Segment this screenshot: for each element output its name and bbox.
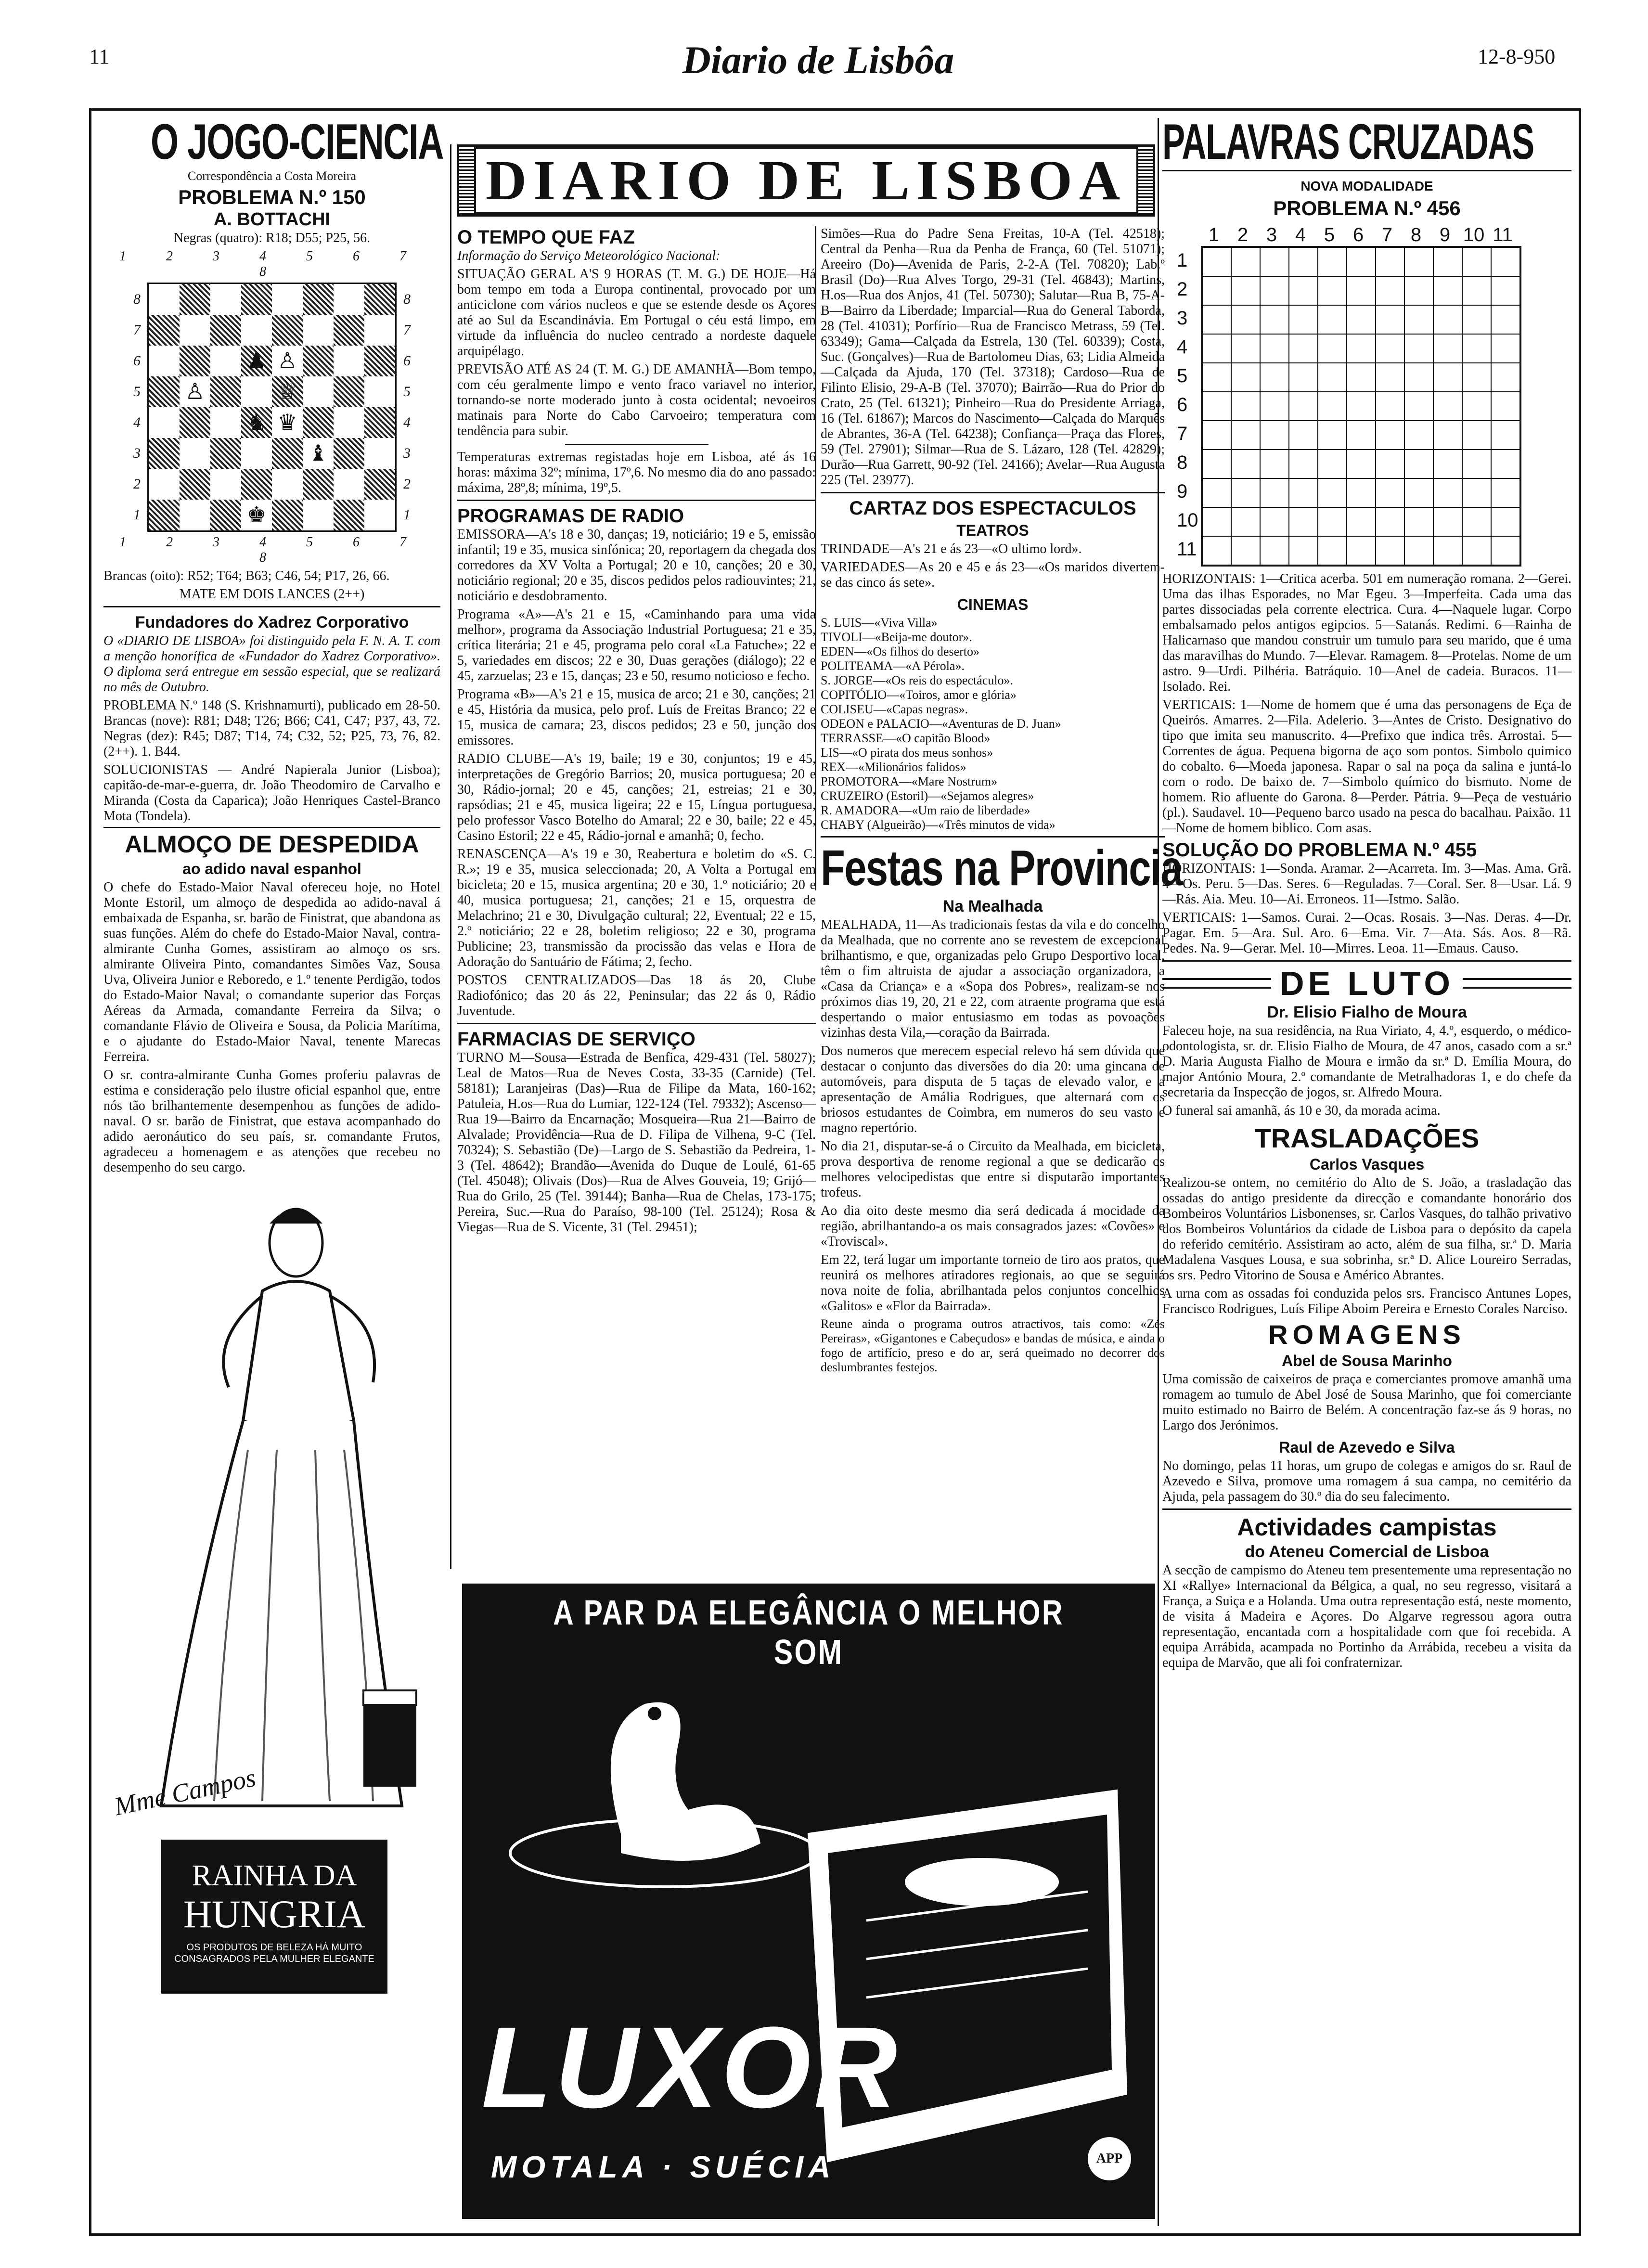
crossword-cell[interactable] bbox=[1347, 450, 1376, 478]
crossword-cell[interactable] bbox=[1260, 421, 1289, 450]
crossword-row-numbers: 1 2 3 4 5 6 7 8 9 10 11 bbox=[1177, 250, 1198, 560]
crossword-cell[interactable] bbox=[1231, 305, 1260, 334]
fundadores-text: O «DIARIO DE LISBOA» foi distinguido pela F. N. A. T. com a menção honorífica de «Fundador do Xadrez Corporativo». O diploma será entregue em sessão especial, que se realizará no mês de Outubro. bbox=[103, 633, 440, 695]
crossword-cell[interactable] bbox=[1376, 507, 1404, 536]
festas-paragraph-4: Ao dia oito deste mesmo dia será dedicada á mocidade da região, abrilhantando-a os mais consagrados jazes: «Covões» e «Troviscal». bbox=[821, 1203, 1165, 1249]
crossword-cell[interactable] bbox=[1491, 450, 1520, 478]
crossword-problem: PROBLEMA N.º 456 bbox=[1273, 197, 1461, 219]
crossword-cell[interactable] bbox=[1289, 536, 1318, 565]
crossword-cell[interactable] bbox=[1347, 507, 1376, 536]
crossword-cell[interactable] bbox=[1376, 536, 1404, 565]
crossword-cell[interactable] bbox=[1318, 392, 1347, 421]
crossword-cell[interactable] bbox=[1433, 421, 1462, 450]
cinema-item: REX—«Milionários falidos» bbox=[821, 760, 966, 774]
luxor-headline: A PAR DA ELEGÂNCIA O MELHOR SOM bbox=[553, 1594, 1064, 1672]
luto-header bbox=[1162, 966, 1571, 1001]
crossword-cell[interactable] bbox=[1202, 478, 1231, 507]
crossword-cell[interactable] bbox=[1404, 334, 1433, 363]
crossword-cell[interactable] bbox=[1231, 421, 1260, 450]
crossword-cell[interactable] bbox=[1202, 305, 1231, 334]
crossword-cell[interactable] bbox=[1462, 305, 1491, 334]
radio-programa-a: Programa «A»—A's 21 e 15, «Caminhando para uma vida melhor», programa da Associação Industrial Portuguesa; 21 e 35, crítica literária; 21 e 45, programa pelo coral «La Fatuche»; 22 e 5, variedades em discos; 22 e 30, Duas gerações (diálogo); 22 e 45, zarzuelas; 23 e 15, danças; 23 e 50, resumo noticioso e fecho. bbox=[457, 607, 816, 683]
crossword-cell[interactable] bbox=[1433, 478, 1462, 507]
crossword-cell[interactable] bbox=[1491, 334, 1520, 363]
chess-title: O JOGO-CIENCIA bbox=[151, 114, 444, 170]
solucionistas: SOLUCIONISTAS — André Napierala Junior (Lisboa); capitão-de-mar-e-guerra, dr. João Theodomiro de Carvalho e Miranda (Costa da Caparica); João Henriques Castel-Branco Mota (Tondela). bbox=[103, 762, 440, 824]
crossword-cell[interactable] bbox=[1260, 276, 1289, 305]
crossword-cell[interactable] bbox=[1260, 507, 1289, 536]
crossword-cell[interactable] bbox=[1289, 363, 1318, 392]
crossword-cell[interactable] bbox=[1491, 276, 1520, 305]
romagens-paragraph-1: Uma comissão de caixeiros de praça e comerciantes promove amanhã uma romagem ao tumulo de Abel José de Sousa Marinho, que foi comerciante muito estimado no Bairro de Belém. A concentração faz-se ás 9 horas, no Largo dos Jerónimos. bbox=[1162, 1372, 1571, 1433]
radio-renascenca: RENASCENÇA—A's 19 e 30, Reabertura e boletim do «S. C. R.»; 19 e 35, musica seleccionada; 20, A Volta a Portugal em bicicleta; 20 e 15, musica argentina; 20 e 30, 1.º noticiário; 20 e 40, musica portuguesa; 21, canções; 21 e 15, orquestra de Melachrino; 21 e 30, Divulgação cultural; 22, Eventual; 22 e 15, 2.º noticiário; 22 e 28, boletim religioso; 22 e 30, programa Publicine; 23, transmissão da procissão das velas e Hora de Adoração do Santuário de Fátima; 2, fecho. bbox=[457, 847, 816, 969]
crossword-cell[interactable] bbox=[1404, 363, 1433, 392]
almoco-title: ALMOÇO DE DESPEDIDA bbox=[125, 831, 419, 858]
crossword-cell[interactable] bbox=[1289, 305, 1318, 334]
app-badge: APP bbox=[1088, 2137, 1131, 2180]
trasladacoes-paragraph-1: Realizou-se ontem, no cemitério do Alto de S. João, a trasladação das ossadas do antigo presidente da direcção e comandante honorário dos Bombeiros Voluntários Lisbonenses, sr. Carlos Vasques, do talhão privativo dos Bombeiros Voluntários da cidade de Lisboa para o depósito da capela do referido cemitério. Assistiram ao acto, além de sua filha, sr.ª D. Maria Madalena Vasques Lousa, e sua sobrinha, sr.ª D. Alice Loureiro Serradas, os srs. Pedro Vitorino de Sousa e Américo Abrantes. bbox=[1162, 1175, 1571, 1283]
tempo-situacao: SITUAÇÃO GERAL A'S 9 HORAS (T. M. G.) DE HOJE—Há bom tempo em toda a Europa continental, provocado por um anticiclone com vários nucleos e que se estende desde os Açores até ao Sul da Escandinávia. Em Portugal o céu está limpo, em virtude da influência do nucleo centrado a nordeste daquele arquipélago. bbox=[457, 267, 816, 359]
luto-title: DE LUTO bbox=[1280, 965, 1454, 1002]
crossword-cell[interactable] bbox=[1347, 363, 1376, 392]
crossword-horizontais: HORIZONTAIS: 1—Critica acerba. 501 em numeração romana. 2—Gerei. Uma das ilhas Esporades, no Mar Egeu. 3—Imperfeita. Cada uma das partes dissociadas pela corrente electrica. Cura. 4—Naquele lugar. Corpo embalsamado pelos antigos egipcios. 5—Satanás. Redimi. 6—Rainha de Halicarnaso que mandou construir um tumulo para seu marido, que é uma das maravilhas do Mundo. 7—Elevar. Ramagem. 8—Protelas. Nome de um astro. 9—Urdi. Pilhéria. Batráquio. 10—Anel de cadeia. Buracos. 11—Isolado. Rei. bbox=[1162, 571, 1571, 694]
cinema-item: S. LUIS—«Viva Villa» bbox=[821, 616, 938, 630]
crossword-cell[interactable] bbox=[1376, 421, 1404, 450]
tempo-temperaturas: Temperaturas extremas registadas hoje em Lisboa, até ás 16 horas: máxima 32º; mínima, 17º,6. No mesmo dia do ano passado: máxima, 28º,8; mínima, 19º,5. bbox=[457, 450, 816, 495]
crossword-cell[interactable] bbox=[1318, 363, 1347, 392]
cinemas-list bbox=[821, 616, 1165, 832]
crossword-cell[interactable] bbox=[1318, 478, 1347, 507]
ad-line-1: RAINHA DA bbox=[192, 1859, 357, 1892]
teatro-trindade: TRINDADE—A's 21 e ás 23—«O ultimo lord». bbox=[821, 541, 1082, 556]
campistas-title: Actividades campistas bbox=[1237, 1514, 1497, 1541]
romagens-subtitle-2: Raul de Azevedo e Silva bbox=[1279, 1439, 1455, 1456]
ad-signature: Mme Campos bbox=[112, 1763, 258, 1821]
crossword-cell[interactable] bbox=[1376, 363, 1404, 392]
crossword-cell[interactable] bbox=[1202, 334, 1231, 363]
radio-emissora: EMISSORA—A's 18 e 30, danças; 19, noticiário; 19 e 5, emissão infantil; 19 e 35, musica sinfónica; 20, reportagem da chegada dos corredores da XV Volta a Portugal; 20 e 10, canções; 20 e 30, noticiário regional; 20 e 35, discos pedidos pelos radiouvintes; 21, noticiário e desdobramento. bbox=[457, 527, 816, 604]
cinema-item: COPITÓLIO—«Toiros, amor e glória» bbox=[821, 688, 1017, 702]
crossword-cell[interactable] bbox=[1260, 536, 1289, 565]
cinemas-heading: CINEMAS bbox=[957, 596, 1029, 613]
cinema-item: CRUZEIRO (Estoril)—«Sejamos alegres» bbox=[821, 789, 1034, 803]
woman-illustration bbox=[103, 1180, 440, 1844]
crossword-cell[interactable] bbox=[1462, 421, 1491, 450]
crossword-cell[interactable] bbox=[1404, 507, 1433, 536]
crossword-cell[interactable] bbox=[1404, 536, 1433, 565]
crossword-cell[interactable] bbox=[1231, 450, 1260, 478]
crossword-cell[interactable] bbox=[1202, 536, 1231, 565]
issue-date: 12-8-950 bbox=[1478, 45, 1556, 68]
cinema-item: COLISEU—«Capas negras». bbox=[821, 702, 968, 716]
luto-paragraph-2: O funeral sai amanhã, ás 10 e 30, da morada acima. bbox=[1162, 1103, 1441, 1118]
crossword-cell[interactable] bbox=[1347, 392, 1376, 421]
tempo-title: O TEMPO QUE FAZ bbox=[457, 227, 635, 248]
diario-banner-text: DIARIO DE LISBOA bbox=[474, 147, 1138, 214]
crossword-cell[interactable] bbox=[1347, 305, 1376, 334]
crossword-cell[interactable] bbox=[1404, 247, 1433, 276]
cinema-item: TIVOLI—«Beija-me doutor». bbox=[821, 630, 972, 644]
romagens-paragraph-2: No domingo, pelas 11 horas, um grupo de colegas e amigos do sr. Raul de Azevedo e Silva, promove uma romagem á sua campa, no cemitério da Ajuda, pela passagem do 30.º dia do seu falecimento. bbox=[1162, 1458, 1571, 1504]
rainha-label-box bbox=[161, 1840, 387, 1994]
chess-files-top: 1 2 3 4 5 6 7 8 bbox=[119, 249, 425, 279]
crossword-cell[interactable] bbox=[1318, 536, 1347, 565]
crossword-cell[interactable] bbox=[1433, 507, 1462, 536]
crossword-cell[interactable] bbox=[1347, 247, 1376, 276]
crossword-cell[interactable] bbox=[1231, 507, 1260, 536]
crossword-col-numbers: 1 2 3 4 5 6 7 8 9 10 11 bbox=[1208, 224, 1513, 245]
crossword-cell[interactable] bbox=[1376, 334, 1404, 363]
crossword-cell[interactable] bbox=[1404, 305, 1433, 334]
crossword-cell[interactable] bbox=[1404, 450, 1433, 478]
crossword-cell[interactable] bbox=[1433, 276, 1462, 305]
crossword-cell[interactable] bbox=[1231, 392, 1260, 421]
chess-white-pieces: Brancas (oito): R52; T64; B63; C46, 54; P17, 26, 66. bbox=[103, 568, 390, 583]
crossword-cell[interactable] bbox=[1202, 247, 1231, 276]
crossword-cell[interactable] bbox=[1462, 334, 1491, 363]
luxor-origin: MOTALA · SUÉCIA bbox=[491, 2150, 836, 2184]
festas-paragraph-1: MEALHADA, 11—As tradicionais festas da vila e do concelho da Mealhada, que no corrente ano se revestem de excepcional brilhantismo, e que, organizadas pelo Grupo Desportivo local, têm o fim altruista de ajudar a associação organizadora, a «Casa da Criança» e a «Sopa dos Pobres», realizam-se nos próximos dias 19, 20, 21 e 22, com atraente programa que está despertando o maior entusiasmo em todas as povoações vizinhas desta Vila,—coração da Bairrada. bbox=[821, 917, 1165, 1040]
cinema-item: PROMOTORA—«Mare Nostrum» bbox=[821, 774, 998, 788]
radio-programa-b: Programa «B»—A's 21 e 15, musica de arco; 21 e 30, canções; 21 e 45, História da musica, pelo prof. Luís de Freitas Branco; 22 e 15, musica de camara; 23, discos pedidos; 23 e 50, junção dos emissores. bbox=[457, 687, 816, 748]
cinema-item: POLITEAMA—«A Pérola». bbox=[821, 659, 965, 673]
crossword-cell[interactable] bbox=[1433, 334, 1462, 363]
crossword-cell[interactable] bbox=[1231, 363, 1260, 392]
romagens-subtitle-1: Abel de Sousa Marinho bbox=[1282, 1352, 1452, 1369]
crossword-cell[interactable] bbox=[1202, 507, 1231, 536]
teatro-variedades: VARIEDADES—As 20 e 45 e ás 23—«Os maridos divertem-se das cinco ás sete». bbox=[821, 560, 1165, 590]
almoco-paragraph-1: O chefe do Estado-Maior Naval ofereceu hoje, no Hotel Monte Estoril, um almoço de despedida ao adido-naval á embaixada de Espanha, sr. barão de Finistrat, que abandona as suas funções. Além do chefe do Estado-Maior Naval, contra-almirante Cunha Gomes, assistiram ao almoço os srs. almirante Oliveira Pinto, comandantes Simões Vaz, Sousa Uva, Oliveira Junior e Reboredo, e 1.º tenente Perdigão, todos do Estado-Maior Naval; o comandante superior das Forças Aéreas da Armada, comandante Ferreira da Silva; o comandante Flávio de Oliveira e Sousa, da Policia Marítima, e o ajudante do Estado-Maior Naval, tenente Marecas Ferreira. bbox=[103, 880, 440, 1064]
chess-board: ♟ ♙ ♙ ♕ ♞ ♛ ♝ ♚ bbox=[147, 283, 397, 532]
tempo-subtitle: Informação do Serviço Meteorológico Nacional: bbox=[457, 248, 721, 263]
cartaz-title: CARTAZ DOS ESPECTACULOS bbox=[849, 498, 1136, 519]
farmacias-title: FARMACIAS DE SERVIÇO bbox=[457, 1029, 695, 1050]
teatros-heading: TEATROS bbox=[956, 522, 1029, 539]
crossword-cell[interactable] bbox=[1318, 247, 1347, 276]
crossword-cell[interactable] bbox=[1260, 247, 1289, 276]
column-pharmacy-shows bbox=[821, 226, 1183, 1378]
crossword-cell[interactable] bbox=[1462, 392, 1491, 421]
crossword-cell[interactable] bbox=[1289, 421, 1318, 450]
crossword-cell[interactable] bbox=[1376, 276, 1404, 305]
crossword-cell[interactable] bbox=[1289, 247, 1318, 276]
chess-black-pieces: Negras (quatro): R18; D55; P25, 56. bbox=[173, 231, 371, 245]
cinema-item: TERRASSE—«O capitão Blood» bbox=[821, 731, 991, 745]
crossword-cell[interactable] bbox=[1318, 276, 1347, 305]
trasladacoes-subtitle: Carlos Vasques bbox=[1309, 1156, 1425, 1173]
column-chess: O JOGO-CIENCIA Correspondência a Costa Moreira PROBLEMA N.º 150 A. BOTTACHI Negras (quatro): R18; D55; P25, 56. 1 2 3 4 5 6 7 8 8 7 6 5 4 3 2 1 ♟ ♙ ♙ ♕ ♞ ♛ ♝ ♚ 8 7 6 5 4 3 2 1 1 2 3 4 5 6 7 8 Brancas (oito): R52; T64; B63; C46, 54; P17, 26, 66. MATE EM DOIS LANCES (2++) Fundadores do Xadrez Corporativo O «DIARIO DE LISBOA» foi distinguido pela F. N. A. T. com a menção honorífica de «Fundador do Xadrez Corporativo». O diploma será entregue em sessão especial, que se realizará no mês de Outubro. PROBLEMA N.º 148 (S. Krishnamurti), publicado em 28-50. Brancas (nove): R81; D48; T26; B66; C41, C47; P37, 43, 72. Negras (dez): R45; D87; T14, 74; C32, 52; P25, 73, 76, 82. (2++). 1. B44. SOLUCIONISTAS — André Napierala Junior (Lisboa); capitão-de-mar-e-guerra, dr. João Theodomiro de Carvalho e Miranda (Costa da Caparica); João Henriques Castel-Branco Mota (Tondela). ALMOÇO DE DESPEDIDA ao adido naval espanhol O chefe do Estado-Maior Naval ofereceu hoje, no Hotel Monte Estoril, um almoço de despedida ao adido-naval á embaixada de Espanha, sr. barão de Finistrat, que abandona as suas funções. Além do chefe do Estado-Maior Naval, contra-almirante Cunha Gomes, assistiram ao almoço os srs. almirante Oliveira Pinto, comandantes Simões Vaz, Sousa Uva, Oliveira Junior e Reboredo, e 1.º tenente Perdigão, todos do Estado-Maior Naval; o comandante superior das Forças Aéreas da Armada, comandante Ferreira da Silva; o comandante Flávio de Oliveira e Sousa, da Policia Marítima, e o ajudante do Estado-Maior Naval, tenente Marecas Ferreira. O sr. contra-almirante Cunha Gomes proferiu palavras de estima e consideração pelo ilustre oficial espanhol que, entre nós tão brilhantemente desempenhou as funções de adido-naval. O sr. barão de Finistrat, que estava acompanhado do adido aeronáutico do seu país, sr. comandante Frutos, agradeceu a homenagem e as atenções que recebeu no desempenho do seu cargo. Mme Campos RAINHA DA HUNGRIA OS PRODUTOS DE BELEZA HÁ MUITO CONSAGRADOS PELA MULHER ELEGANTE bbox=[103, 118, 440, 2032]
crossword-cell[interactable] bbox=[1433, 363, 1462, 392]
crossword-cell[interactable] bbox=[1462, 247, 1491, 276]
crossword-cell[interactable] bbox=[1462, 478, 1491, 507]
crossword-grid[interactable] bbox=[1201, 246, 1521, 567]
chess-mate: MATE EM DOIS LANCES (2++) bbox=[179, 587, 365, 602]
radio-title: PROGRAMAS DE RADIO bbox=[457, 505, 684, 527]
campistas-subtitle: do Ateneu Comercial de Lisboa bbox=[1245, 1543, 1489, 1561]
crossword-verticais: VERTICAIS: 1—Nome de homem que é uma das personagens de Eça de Queirós. Amarres. 2—Fila. Adelerio. 3—Antes de Cristo. Designativo do tipo que imita seu manuscrito. 4—Prefixo que indica três. Arrostai. 5—Correntes de água. Pequena bigorna de aço som pontos. Simbolo quimico do cobalto. 6—Moeda japonesa. Rapar o sal na poça da salina e juntá-lo com o rodo. De baixo de. 7—Simbolo químico do bismuto. Nome de homem. Rio afluente do Garona. 8—Perder. Pátria. 9—Peça de vestuário (pl.). Saudavel. 10—Pequeno barco usado na pesca do bacalhau. Paixão. 11—Nome de homem biblico. Com asas. bbox=[1162, 697, 1571, 836]
crossword-cell[interactable] bbox=[1318, 305, 1347, 334]
column-crossword-news bbox=[1162, 114, 1571, 1674]
almoco-subtitle: ao adido naval espanhol bbox=[182, 860, 361, 877]
crossword-cell[interactable] bbox=[1491, 421, 1520, 450]
trasladacoes-paragraph-2: A urna com as ossadas foi conduzida pelos srs. Francisco Antunes Lopes, Francisco Rodrigues, Luís Filipe Aboim Pereira e Ernesto Corales Narciso. bbox=[1162, 1286, 1571, 1316]
masthead-title: Diario de Lisbôa bbox=[682, 38, 954, 82]
crossword-cell[interactable] bbox=[1462, 450, 1491, 478]
crossword-cell[interactable] bbox=[1433, 305, 1462, 334]
crossword-cell[interactable] bbox=[1289, 276, 1318, 305]
solucao-verticais: VERTICAIS: 1—Samos. Curai. 2—Ocas. Rosais. 3—Nas. Deras. 4—Dr. Pagar. Em. 5—Ara. Sul. Aro. 6—Ema. Vir. 7—Ata. Sás. Aos. 8—Rã. Pedes. Na. 9—Gerar. Mel. 10—Mirres. Leoa. 11—Emaus. Causo. bbox=[1162, 910, 1571, 956]
crossword-cell[interactable] bbox=[1231, 536, 1260, 565]
page-number: 11 bbox=[89, 45, 110, 68]
crossword-cell[interactable] bbox=[1491, 247, 1520, 276]
crossword-cell[interactable] bbox=[1491, 507, 1520, 536]
cinema-item: CHABY (Algueirão)—«Três minutos de vida» bbox=[821, 818, 1056, 832]
festas-title: Festas na Provincia bbox=[821, 840, 1183, 896]
cinema-item: LIS—«O pirata dos meus sonhos» bbox=[821, 746, 993, 760]
ad-line-2: HUNGRIA bbox=[183, 1892, 366, 1936]
crossword-cell[interactable] bbox=[1347, 421, 1376, 450]
crossword-cell[interactable] bbox=[1404, 392, 1433, 421]
crossword-cell[interactable] bbox=[1404, 276, 1433, 305]
crossword-cell[interactable] bbox=[1260, 363, 1289, 392]
crossword-cell[interactable] bbox=[1231, 276, 1260, 305]
crossword-cell[interactable] bbox=[1491, 536, 1520, 565]
crossword-cell[interactable] bbox=[1260, 305, 1289, 334]
crossword-cell[interactable] bbox=[1376, 478, 1404, 507]
farmacias-list-2: Simões—Rua do Padre Sena Freitas, 10-A (Tel. 42518); Central da Penha—Rua da Penha de França, 60 (Tel. 51071); Areeiro (Do)—Avenida de Paris, 2-2-A (Tel. 70820); Lab.º Brasil (Do)—Rua Alves Torgo, 29-31 (Tel. 46843); Martins, H.os—Rua dos Anjos, 41 (Tel. 50730); Salutar—Rua B, 75-A-B—Bairro da Liberdade; Imparcial—Rua do General Taborda, 28 (Tel. 41031); Porfírio—Rua de Francisco Metrass, 59 (Tel. 63349); Gama—Calçada da Estrela, 130 (Tel. 60339); Costa, Suc. (Gonçalves)—Rua de Bartolomeu Dias, 63; Lidia Almeida—Calçada da Ajuda, 170 (Tel. 37318); Cardoso—Rua de Filinto Elisio, 29-A-B (Tel. 37070); Bairrão—Rua do Prior do Crato, 25 (Tel. 61321); Pinheiro—Rua do Presidente Arriaga, 16 (Tel. 61867); Marcos do Nascimento—Calçada do Marquês de Abrantes, 36-A (Tel. 64238); Confiança—Praça das Flores, 59 (Tel. 27901); Silmar—Rua de S. Lázaro, 128 (Tel. 42829); Durão—Rua Garrett, 90-92 (Tel. 24166); Avelar—Rua Augusta 225 (Tel. 23977). bbox=[821, 226, 1165, 488]
crossword-cell[interactable] bbox=[1347, 334, 1376, 363]
chess-files-bottom: 1 2 3 4 5 6 7 8 bbox=[119, 535, 425, 565]
crossword-cell[interactable] bbox=[1231, 247, 1260, 276]
cinema-item: ODEON e PALACIO—«Aventuras de D. Juan» bbox=[821, 717, 1061, 731]
crossword-cell[interactable] bbox=[1289, 478, 1318, 507]
problem-148-solution: PROBLEMA N.º 148 (S. Krishnamurti), publicado em 28-50. Brancas (nove): R81; D48; T26; B66; C41, C47; P37, 43, 72. Negras (dez): R45; D87; T14, 74; C32, 52; P25, 73, 76, 82. (2++). 1. B44. bbox=[103, 698, 440, 759]
crossword-cell[interactable] bbox=[1318, 421, 1347, 450]
solucao-title: SOLUÇÃO DO PROBLEMA N.º 455 bbox=[1162, 839, 1477, 861]
solucao-horizontais: HORIZONTAIS: 1—Sonda. Aramar. 2—Acarreta. Im. 3—Mas. Ama. Grã. 4—Os. Peru. 5—Das. Seres. 6—Reguladas. 7—Coral. Ser. 8—Usar. Lá. 9—Rás. Aia. Meu. 10—Ai. Erroneos. 11—Istmo. Salão. bbox=[1162, 861, 1571, 907]
crossword-cell[interactable] bbox=[1202, 363, 1231, 392]
crossword-cell[interactable] bbox=[1376, 392, 1404, 421]
crossword-cell[interactable] bbox=[1491, 478, 1520, 507]
almoco-paragraph-2: O sr. contra-almirante Cunha Gomes proferiu palavras de estima e consideração pelo ilustre oficial espanhol que, entre nós tão brilhantemente desempenhou as funções de adido-naval. O sr. barão de Finistrat, que estava acompanhado do adido aeronáutico do seu país, sr. comandante Frutos, agradeceu a homenagem e as atenções que recebeu no desempenho do seu cargo. bbox=[103, 1068, 440, 1175]
crossword-cell[interactable] bbox=[1260, 334, 1289, 363]
crossword-cell[interactable] bbox=[1289, 392, 1318, 421]
festas-paragraph-5: Em 22, terá lugar um importante torneio de tiro aos pratos, que reunirá os melhores atiradores regionais, ao que se seguirá nova noite de folia, abrilhantada pelos conjuntos concelhios «Galitos» e «Flor da Bairrada». bbox=[821, 1252, 1165, 1314]
chess-correspondence: Correspondência a Costa Moreira bbox=[187, 169, 357, 183]
crossword-cell[interactable] bbox=[1260, 450, 1289, 478]
farmacias-list-1: TURNO M—Sousa—Estrada de Benfica, 429-431 (Tel. 58027); Leal de Matos—Rua de Neves Costa, 33-35 (Carnide) (Tel. 58181); Laranjeiras (Das)—Rua de Filipe da Mata, 160-162; Patuleia, H.os—Rua do Lumiar, 122-124 (Tel. 79332); Ascenso—Rua 19—Bairro da Encarnação; Mosqueira—Rua 21—Bairro de Alvalade; Providência—Rua de D. Filipa de Vilhena, 9-C (Tel. 70324); S. Sebastião (De)—Largo de S. Sebastião da Pedreira, 1-3 (Tel. 48642); Brandão—Avenida do Duque de Loulé, 61-65 (Tel. 45048); Olivais (Dos)—Rua de Alves Gouveia, 19; Grijó—Rua do Grilo, 25 (Tel. 39144); Banha—Rua de Chelas, 173-175; Pereira, Suc.—Rua do Paraíso, 98-100 (Tel. 25124); Rosa & Viegas—Rua de S. Vicente, 31 (Tel. 29451); bbox=[457, 1050, 816, 1235]
crossword-cell[interactable] bbox=[1491, 363, 1520, 392]
crossword-cell[interactable] bbox=[1433, 247, 1462, 276]
crossword-cell[interactable] bbox=[1289, 450, 1318, 478]
festas-paragraph-3: No dia 21, disputar-se-á o Circuito da Mealhada, em bicicleta, prova desportiva de renome regional a que se dedicarão os melhores velocipedistas que entre si disputarão importantes trofeus. bbox=[821, 1139, 1165, 1200]
crossword-title: PALAVRAS CRUZADAS bbox=[1162, 114, 1534, 170]
festas-paragraph-2: Dos numeros que merecem especial relevo há sem dúvida que destacar o conjunto das diversões do dia 20: uma gincana de automóveis, para disputa de 5 taças de elevado valor, e a apresentação de Amália Rodrigues, que alternará com os briosos estudantes de Coimbra, em numeros do seu vasto e magno repertório. bbox=[821, 1044, 1165, 1135]
luxor-ad bbox=[462, 1584, 1155, 2219]
cinema-item: EDEN—«Os filhos do deserto» bbox=[821, 644, 980, 658]
column-weather-radio bbox=[457, 226, 816, 1238]
tempo-previsao: PREVISÃO ATÉ AS 24 (T. M. G.) DE AMANHÃ—Bom tempo, com céu geralmente limpo e vento fraco variavel no interior, tornando-se norte moderado junto à costa ocidental; nevoeiros matinais para Norte do Cabo Carvoeiro; temperatura com tendência para subir. bbox=[457, 362, 816, 438]
crossword-cell[interactable] bbox=[1289, 334, 1318, 363]
luxor-brand: LUXOR bbox=[481, 2003, 900, 2132]
crossword-cell[interactable] bbox=[1491, 305, 1520, 334]
crossword-cell[interactable] bbox=[1404, 478, 1433, 507]
luto-name: Dr. Elisio Fialho de Moura bbox=[1267, 1003, 1467, 1021]
crossword-cell[interactable] bbox=[1462, 276, 1491, 305]
cinema-item: S. JORGE—«Os reis do espectáculo». bbox=[821, 673, 1014, 687]
crossword-cell[interactable] bbox=[1347, 276, 1376, 305]
crossword-cell[interactable] bbox=[1376, 450, 1404, 478]
crossword-cell[interactable] bbox=[1289, 507, 1318, 536]
crossword-cell[interactable] bbox=[1231, 478, 1260, 507]
crossword-cell[interactable] bbox=[1318, 507, 1347, 536]
luto-paragraph-1: Faleceu hoje, na sua residência, na Rua Viriato, 4, 4.º, esquerdo, o médico-odontologista, sr. dr. Elisio Fialho de Moura, de 47 anos, casado com a sr.ª D. Maria Augusta Fialho de Moura e irmão da sr.ª D. Emília Moura, do major António Moura, 2.º comandante de Metralhadoras 1, e do chefe da secretaria da Inspecção de jogos, sr. Alfredo Moura. bbox=[1162, 1023, 1571, 1100]
festas-subtitle: Na Mealhada bbox=[942, 897, 1043, 915]
ad-tagline: OS PRODUTOS DE BELEZA HÁ MUITO CONSAGRADOS PELA MULHER ELEGANTE bbox=[174, 1942, 374, 1964]
crossword-cell[interactable] bbox=[1462, 363, 1491, 392]
crossword-cell[interactable] bbox=[1347, 478, 1376, 507]
crossword-modalidade: NOVA MODALIDADE bbox=[1300, 179, 1433, 193]
fundadores-title: Fundadores do Xadrez Corporativo bbox=[135, 613, 409, 631]
radio-clube: RADIO CLUBE—A's 19, baile; 19 e 30, conjuntos; 19 e 45, interpretações de Gregório Barrios; 20, musica portuguesa; 20 e 30, Rádio-jornal; 20 e 45, canções; 21, estreias; 21 e 30, rapsódias; 21 e 45, musica ligeira; 22 e 15, Língua portuguesa, pelo professor Vasco Botelho do Amaral; 22 e 30, baile; 22 e 45, Casino Estoril; 22 e 45, Rádio-jornal e amanhã; 0, fecho. bbox=[457, 751, 816, 843]
romagens-title: ROMAGENS bbox=[1268, 1319, 1466, 1350]
cinema-item: R. AMADORA—«Um raio de liberdade» bbox=[821, 803, 1030, 817]
festas-paragraph-6: Reune ainda o programa outros atractivos, tais como: «Zés Pereiras», «Gigantones e Cabeçudos» e bandas de música, e ainda o fogo de artifício, preso e do ar, será queimado no decorrer dos deslumbrantes festejos. bbox=[821, 1317, 1165, 1374]
crossword-cell[interactable] bbox=[1202, 421, 1231, 450]
diario-banner bbox=[457, 144, 1155, 217]
crossword-cell[interactable] bbox=[1202, 450, 1231, 478]
crossword-cell[interactable] bbox=[1376, 247, 1404, 276]
radio-postos: POSTOS CENTRALIZADOS—Das 18 ás 20, Clube Radiofónico; das 20 ás 22, Peninsular; das 22 ás 0, Rádio Juventude. bbox=[457, 973, 816, 1018]
crossword-cell[interactable] bbox=[1462, 536, 1491, 565]
crossword-cell[interactable] bbox=[1376, 305, 1404, 334]
crossword-cell[interactable] bbox=[1462, 507, 1491, 536]
crossword-cell[interactable] bbox=[1433, 392, 1462, 421]
crossword-cell[interactable] bbox=[1202, 392, 1231, 421]
trasladacoes-title: TRASLADAÇÕES bbox=[1254, 1123, 1480, 1153]
rainha-hungria-ad bbox=[103, 1180, 440, 2032]
chess-author: A. BOTTACHI bbox=[213, 209, 331, 230]
chess-problem-number: PROBLEMA N.º 150 bbox=[178, 186, 366, 208]
crossword-cell[interactable] bbox=[1318, 334, 1347, 363]
crossword-cell[interactable] bbox=[1318, 450, 1347, 478]
crossword-cell[interactable] bbox=[1347, 536, 1376, 565]
crossword-cell[interactable] bbox=[1202, 276, 1231, 305]
crossword-cell[interactable] bbox=[1260, 392, 1289, 421]
crossword-cell[interactable] bbox=[1231, 334, 1260, 363]
crossword-cell[interactable] bbox=[1404, 421, 1433, 450]
campistas-paragraph: A secção de campismo do Ateneu tem presentemente uma representação no XI «Rallye» Internacional da Bélgica, a qual, no seu regresso, visitará a França, a Suiça e a Holanda. Uma outra representação está, neste momento, de visita á Madeira e Açores. Do Algarve regressou agora outra representação, encantada com a hospitalidade com que foi recebida. A equipa Arrábida, acampada no Portinho da Arrábida, recebeu a visita da equipa de Marvão, que ali foi confraternizar. bbox=[1162, 1563, 1571, 1670]
crossword-cell[interactable] bbox=[1260, 478, 1289, 507]
crossword-cell[interactable] bbox=[1491, 392, 1520, 421]
crossword-cell[interactable] bbox=[1433, 450, 1462, 478]
crossword-cell[interactable] bbox=[1433, 536, 1462, 565]
